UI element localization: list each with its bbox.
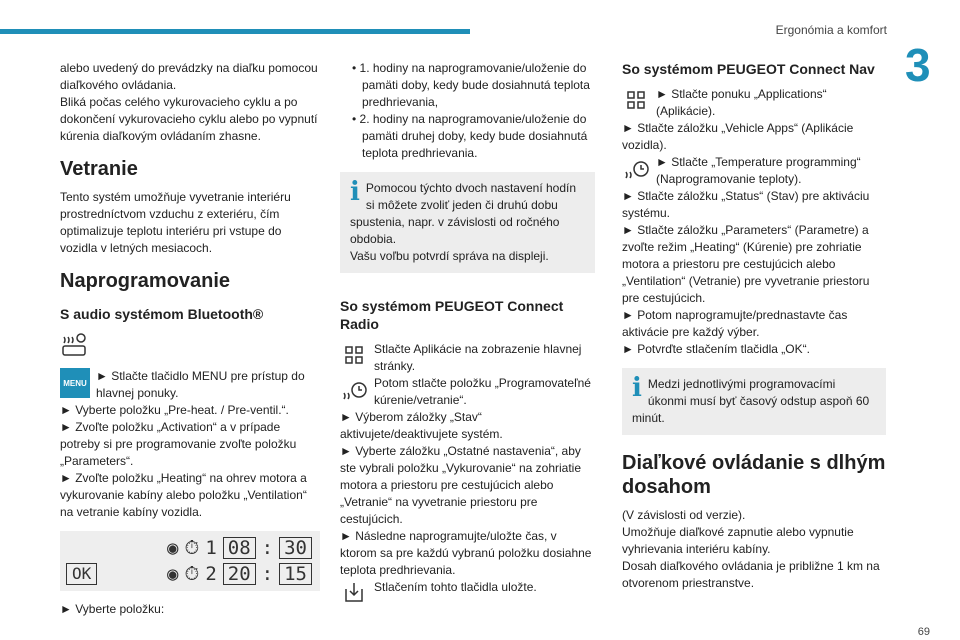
column-middle <box>340 60 595 607</box>
remote-control-title: Diaľkové ovládanie s dlhým dosahom <box>622 452 886 498</box>
bluetooth-steps: ► Vyberte položku „Pre-heat. / Pre-ventil.“. ► Zvoľte položku „Activation“ a v prípade potreby si pre programovanie zvoľte položku „Parameters“. ► Zvoľte položku „Heating“ na ohrev motora a vykurovanie kabíny alebo položku „Ventilation“ na vetranie kabíny vozidla. <box>60 403 307 519</box>
radio-steps: ► Výberom záložky „Stav“ aktivujete/deaktivujete systém. ► Vyberte záložku „Ostatné nastavenia“, aby ste vybrali položku „Vykurovanie“ na zohriatie motora a priestoru pre cestujúcich alebo „Vetranie“ na vyvetranie priestoru pre cestujúcich. ► Následne naprogramujte/uložte čas, v ktorom sa pre každú vybranú položku dosiahne teplota predhrievania. <box>340 410 592 577</box>
menu-instruction: ► Stlačte tlačidlo MENU pre prístup do hlavnej ponuky. <box>96 369 305 400</box>
clock-number: 1 <box>205 536 217 559</box>
info-icon: i <box>632 373 642 403</box>
save-step <box>340 579 595 607</box>
clock-icon: ⏱ <box>184 536 200 559</box>
nav-steps: ► Stlačte záložku „Status“ (Stav) pre aktiváciu systému. ► Stlačte záložku „Parameters“ (Parametre) a zvoľte režim „Heating“ (Kúrenie) pre zohriatie motora a priestoru pre cestujúcich alebo „Ventilation“ (Vetranie) pre vyvetranie priestoru pre cestujúcich. ► Potom naprogramujte/prednastavte čas aktivácie pre každý výber. ► Potvrďte stlačením tlačidla „OK“. <box>622 189 870 356</box>
list-item: • 1. hodiny na naprogramovanie/uloženie do pamäti doby, kedy bude dosiahnutá teplota predhrievania, <box>352 61 590 109</box>
nav-step-1 <box>622 86 886 120</box>
clock-row-1: ◉ ⏱ 1 08 : 30 <box>167 537 312 559</box>
heater-clock-icon <box>340 375 368 403</box>
select-item-text: ► Vyberte položku: <box>60 602 165 616</box>
page-number: 69 <box>917 626 930 638</box>
section-title-naprogramovanie: Naprogramovanie <box>60 270 231 292</box>
clock-list <box>340 60 595 162</box>
intro-text: alebo uvedený do prevádzky na diaľku pomocou diaľkového ovládania. Bliká počas celého vykurovacieho cyklu a po dokončení vykurovacieho cyklu alebo po vypnutí kúrenia diaľkovým ovládaním zhasne. <box>60 61 318 143</box>
header-title: Ergonómia a komfort <box>775 23 887 37</box>
hour-box: 20 <box>223 563 256 585</box>
info-box <box>622 368 886 435</box>
apps-grid-icon <box>622 86 650 114</box>
column-left <box>60 60 320 618</box>
radio-step-2 <box>340 375 595 409</box>
heater-settings-icon <box>60 331 88 359</box>
clock-row-2: ◉ ⏱ 2 20 : 15 <box>167 563 312 585</box>
info-box <box>340 172 595 273</box>
radio-icon: ◉ <box>167 536 179 559</box>
nav-step-3 <box>622 154 886 188</box>
minute-box: 15 <box>279 563 312 585</box>
ok-button: OK <box>66 563 97 585</box>
radio-step-1 <box>340 341 595 375</box>
hour-box: 08 <box>223 537 256 559</box>
vetranie-text: Tento systém umožňuje vyvetranie interiéru prostredníctvom vzduchu z exteriéru, čím optimalizuje teplotu interiéru pri vstupe do vozidla v letných mesiacoch. <box>60 190 291 255</box>
list-item: • 2. hodiny na naprogramovanie/uloženie do pamäti druhej doby, kedy bude dosiahnutá teplota predhrievania. <box>352 112 588 160</box>
nav-step-text: ► Stlačte „Temperature programming“ (Naprogramovanie teploty). <box>656 155 861 186</box>
nav-step-text: ► Stlačte ponuku „Applications“ (Aplikácie). <box>656 87 827 118</box>
apps-grid-icon <box>340 341 368 369</box>
column-right <box>622 60 886 592</box>
bluetooth-title: S audio systémom Bluetooth® <box>60 306 264 322</box>
heater-clock-icon <box>622 154 650 182</box>
chapter-number: 3 <box>905 39 931 91</box>
info-text: Pomocou týchto dvoch nastavení hodín si môžete zvoliť jeden či druhú dobu spustenia, napr. v závislosti od ročného obdobia. Vašu voľbu potvrdí správa na displeji. <box>350 181 577 263</box>
nav-step-text: ► Stlačte záložku „Vehicle Apps“ (Aplikácie vozidla). <box>622 121 854 152</box>
menu-button-icon: MENU <box>60 368 90 398</box>
connect-nav-title: So systémom PEUGEOT Connect Nav <box>622 61 875 77</box>
minute-box: 30 <box>279 537 312 559</box>
clock-number: 2 <box>205 562 217 585</box>
radio-icon: ◉ <box>167 562 179 585</box>
info-icon: i <box>350 177 360 207</box>
radio-step-text: Stlačte Aplikácie na zobrazenie hlavnej stránky. <box>374 342 582 373</box>
clock-icon: ⏱ <box>184 562 200 585</box>
top-accent-bar <box>0 29 470 34</box>
remote-control-text: (V závislosti od verzie). Umožňuje diaľkové zapnutie alebo vypnutie vyhrievania interiéru kabíny. Dosah diaľkového ovládania je približne 1 km na otvorenom priestranstve. <box>622 508 880 590</box>
clock-display-panel <box>60 531 320 591</box>
section-title-vetranie: Vetranie <box>60 158 138 180</box>
radio-step-text: Potom stlačte položku „Programovateľné kúrenie/vetranie“. <box>374 376 591 407</box>
info-text: Medzi jednotlivými programovacími úkonmi musí byť časový odstup aspoň 60 minút. <box>632 377 870 425</box>
connect-radio-title: So systémom PEUGEOT Connect Radio <box>340 298 564 332</box>
save-text: Stlačením tohto tlačidla uložte. <box>374 580 537 594</box>
save-icon <box>340 579 368 607</box>
